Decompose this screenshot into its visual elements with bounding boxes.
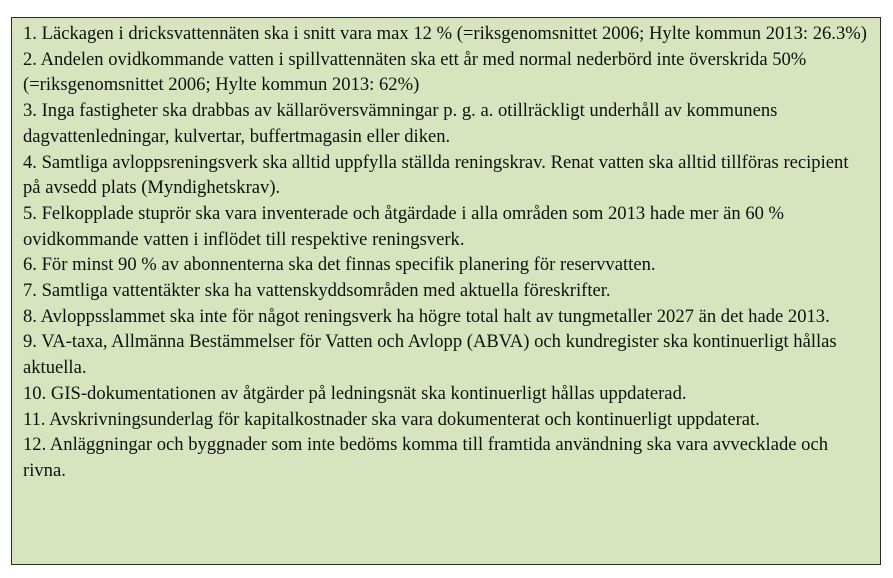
goals-list	[23, 21, 870, 484]
goal-item-4: 4. Samtliga avloppsreningsverk ska alltid uppfylla ställda reningskrav. Renat vatten ska alltid tillföras recipient på avsedd plats (Myndighetskrav).	[23, 151, 849, 199]
goal-item-3: 3. Inga fastigheter ska drabbas av källaröversvämningar p. g. a. otillräckligt underhåll av kommunens dagvattenledningar, kulvertar, buffertmagasin eller diken.	[23, 100, 778, 147]
goal-item-9: 9. VA-taxa, Allmänna Bestämmelser för Vatten och Avlopp (ABVA) och kundregister ska kontinuerligt hållas aktuella.	[23, 331, 837, 379]
goals-box	[11, 17, 881, 565]
goal-item-6: 6. För minst 90 % av abonnenterna ska det finnas specifik planering för reservvatten.	[23, 254, 656, 276]
goal-item-8: 8. Avloppsslammet ska inte för något reningsverk ha högre total halt av tungmetaller 2027 än det hade 2013.	[23, 305, 830, 327]
goal-item-1: 1. Läckagen i dricksvattennäten ska i snitt vara max 12 % (=riksgenomsnittet 2006; Hylte kommun 2013: 26.3%)	[23, 23, 867, 44]
goal-item-2: 2. Andelen ovidkommande vatten i spillvattennäten ska ett år med normal nederbörd inte överskrida 50% (=riksgenomsnittet 2006; Hylte kommun 2013: 62%)	[23, 48, 807, 96]
goal-item-11: 11. Avskrivningsunderlag för kapitalkostnader ska vara dokumenterat och kontinuerligt uppdaterat.	[23, 408, 760, 430]
goal-item-10: 10. GIS-dokumentationen av åtgärder på ledningsnät ska kontinuerligt hållas uppdaterad.	[23, 382, 687, 404]
goal-item-7: 7. Samtliga vattentäkter ska ha vattenskyddsområden med aktuella föreskrifter.	[23, 280, 611, 302]
goal-item-12: 12. Anläggningar och byggnader som inte bedöms komma till framtida användning ska vara avvecklade och rivna.	[23, 434, 828, 481]
goal-item-5: 5. Felkopplade stuprör ska vara inventerade och åtgärdade i alla områden som 2013 hade mer än 60 % ovidkommande vatten i inflödet till respektive reningsverk.	[23, 202, 785, 250]
